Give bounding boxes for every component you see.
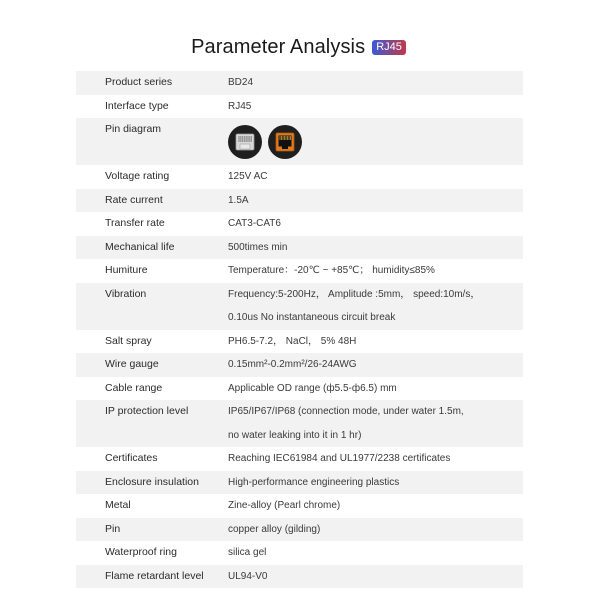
spec-value-line: Applicable OD range (ф5.5-ф6.5) mm (228, 382, 397, 394)
spec-value (228, 236, 287, 260)
spec-label: Cable range (105, 381, 163, 394)
spec-label: Product series (105, 76, 173, 88)
spec-row (76, 494, 523, 518)
spec-row (76, 400, 523, 447)
spec-value (228, 377, 397, 401)
spec-value (228, 212, 281, 236)
spec-value-line: Frequency:5-200Hz， Amplitude :5mm， speed:10m/s， (228, 288, 481, 300)
spec-row (76, 118, 523, 165)
spec-row (76, 541, 523, 565)
spec-label: Transfer rate (105, 217, 165, 229)
spec-label: Mechanical life (105, 240, 175, 253)
spec-value (228, 353, 357, 377)
spec-value (228, 71, 253, 95)
spec-value (228, 330, 356, 354)
spec-row (76, 377, 523, 401)
spec-row (76, 518, 523, 542)
title-bar (68, 34, 529, 60)
spec-row (76, 212, 523, 236)
spec-value-line: 500times min (228, 241, 288, 253)
spec-value (228, 189, 249, 213)
spec-row (76, 95, 523, 119)
connector-badge: RJ45 (372, 40, 406, 55)
spec-row (76, 283, 523, 330)
spec-value (228, 259, 435, 283)
spec-label: Humiture (105, 264, 148, 276)
spec-label: Salt spray (105, 334, 152, 347)
spec-value-line: UL94-V0 (228, 570, 268, 582)
pin-diagram (228, 125, 302, 159)
spec-value-line: copper alloy (gilding) (228, 523, 321, 535)
spec-row (76, 330, 523, 354)
spec-label: Certificates (105, 452, 158, 464)
spec-label: Pin diagram (105, 123, 162, 135)
spec-label: Vibration (105, 287, 147, 300)
spec-row (76, 236, 523, 260)
spec-label: IP protection level (105, 405, 189, 417)
spec-value (228, 95, 251, 119)
spec-label: Interface type (105, 99, 169, 112)
spec-row (76, 447, 523, 471)
spec-row (76, 353, 523, 377)
spec-value (228, 494, 340, 518)
spec-row (76, 259, 523, 283)
spec-label: Voltage rating (105, 170, 170, 182)
spec-value (228, 518, 320, 542)
page-title: Parameter Analysis (191, 35, 366, 58)
spec-value-line: RJ45 (228, 100, 252, 112)
spec-label: Pin (105, 522, 121, 535)
spec-value-line: CAT3-CAT6 (228, 218, 281, 229)
spec-label: Rate current (105, 193, 163, 206)
spec-value (228, 447, 450, 471)
spec-table (76, 71, 523, 588)
spec-value-line: 125V AC (228, 171, 268, 182)
spec-value-line: 0.15mm²-0.2mm²/26-24AWG (228, 359, 357, 370)
spec-value (228, 400, 464, 447)
spec-label: Waterproof ring (105, 546, 177, 558)
rj45-plug-icon (228, 125, 262, 159)
spec-sheet (68, 0, 529, 590)
spec-value-line: 1.5A (228, 194, 249, 206)
spec-label: Enclosure insulation (105, 475, 199, 488)
spec-value (228, 471, 399, 495)
spec-row (76, 471, 523, 495)
spec-row (76, 565, 523, 589)
spec-value-line: Temperature：-20℃ ~ +85℃； humidity≤85% (228, 265, 435, 276)
spec-value (228, 541, 266, 565)
spec-value (228, 283, 480, 330)
rj45-jack-icon (268, 125, 302, 159)
spec-value-line: Zine-alloy (Pearl chrome) (228, 500, 341, 511)
spec-value-line: IP65/IP67/IP68 (connection mode, under water 1.5m, (228, 406, 464, 417)
spec-value-line: no water leaking into it in 1 hr) (228, 429, 362, 441)
spec-row (76, 189, 523, 213)
spec-label: Wire gauge (105, 358, 159, 370)
spec-value-line: silica gel (228, 547, 267, 558)
spec-label: Metal (105, 499, 131, 511)
spec-value-line: Reaching IEC61984 and UL1977/2238 certificates (228, 453, 451, 464)
spec-value-line: High-performance engineering plastics (228, 476, 400, 488)
spec-row (76, 165, 523, 189)
spec-row (76, 71, 523, 95)
spec-value (228, 565, 267, 589)
spec-value-line: 0.10us No instantaneous circuit break (228, 312, 396, 323)
spec-value-line: BD24 (228, 77, 254, 88)
spec-value-line: PH6.5-7.2， NaCl， 5% 48H (228, 335, 357, 347)
spec-value (228, 165, 267, 189)
spec-label: Flame retardant level (105, 569, 204, 582)
